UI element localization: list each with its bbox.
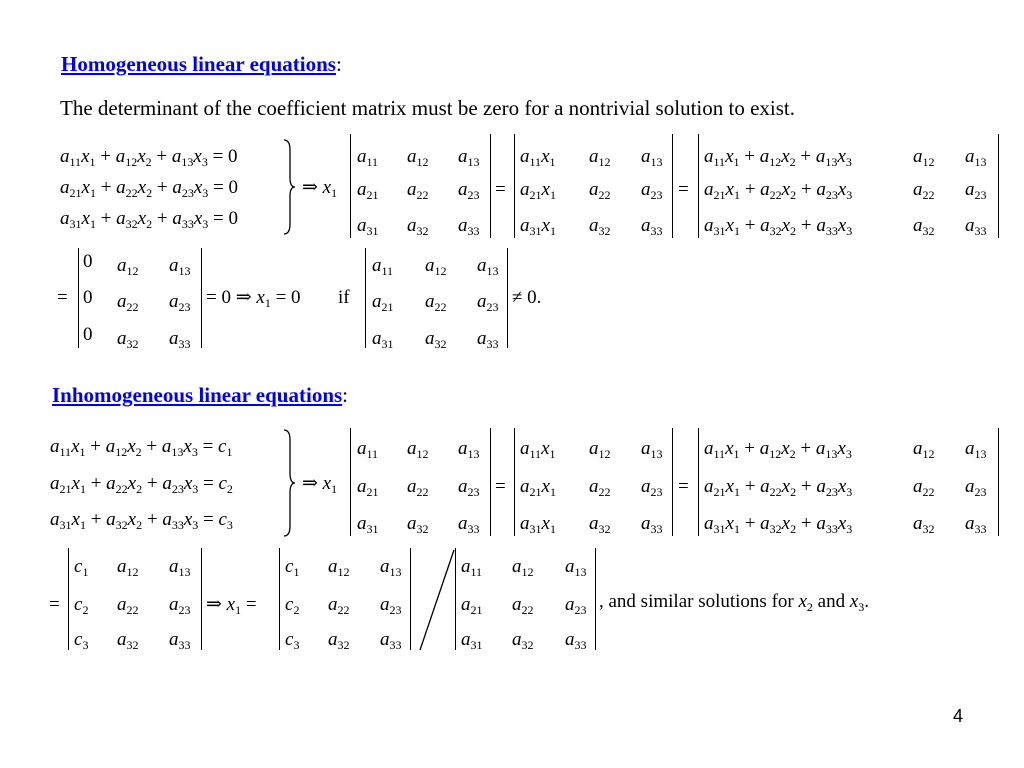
- homogeneous-intro: The determinant of the coefficient matrix must be zero for a nontrivial solution to exist.: [60, 96, 795, 120]
- division-slash-icon: [418, 548, 458, 652]
- homogeneous-heading: Homogeneous linear equations:: [61, 52, 342, 76]
- brace-icon: [282, 138, 298, 236]
- implies-x1: ⇒ $x_1$: [302, 177, 338, 200]
- equation-2: $a_{21}x_1 + a_{22}x_2 + a_{23}x_3 = 0$: [60, 177, 238, 200]
- brace-icon: [282, 428, 298, 538]
- inhomogeneous-heading: Inhomogeneous linear equations:: [52, 383, 349, 407]
- equation-3: $a_{31}x_1 + a_{32}x_2 + a_{33}x_3 = 0$: [60, 208, 238, 231]
- equation-1: $a_{11}x_1 + a_{12}x_2 + a_{13}x_3 = 0$: [60, 146, 238, 169]
- page-number: 4: [953, 706, 964, 726]
